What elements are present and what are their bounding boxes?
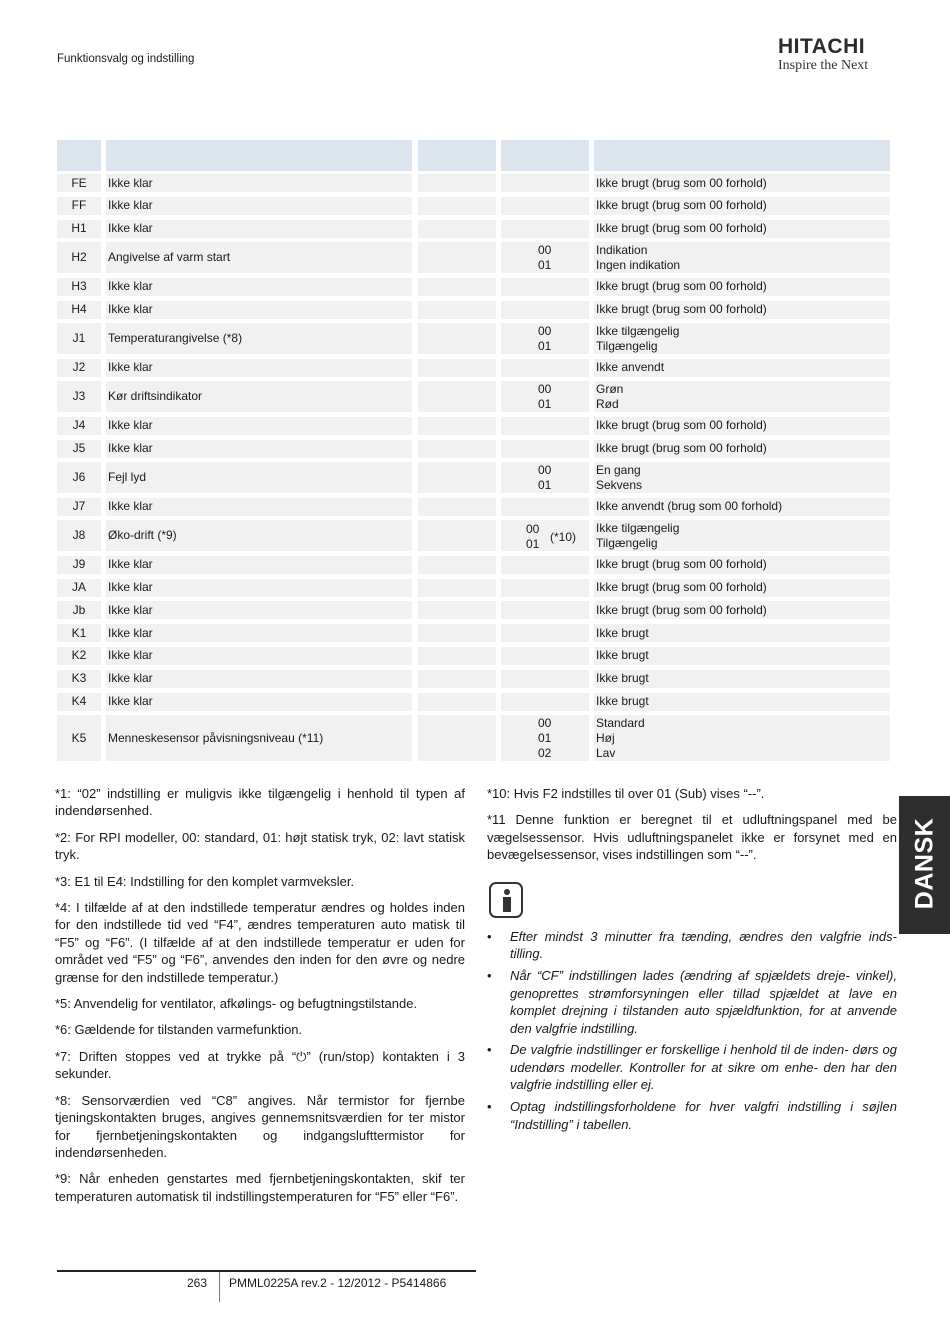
cell-code	[57, 381, 101, 412]
cell-setting	[418, 174, 496, 192]
cell-description	[594, 462, 890, 493]
table-row	[57, 220, 893, 238]
cell-name	[106, 579, 412, 597]
name-text: Menneskesensor påvisningsniveau (*11)	[108, 730, 324, 745]
value-note: (*10)	[550, 530, 577, 545]
table-row	[57, 693, 893, 711]
cell-value	[501, 693, 589, 711]
language-side-tab	[899, 796, 950, 934]
table-row	[57, 359, 893, 377]
description-text: Lav	[596, 745, 616, 760]
list-item: • Når “CF” indstillingen lades (ændring af spjældets dreje- vinkel), genoprettes strømforsyningen eller tillad spjældet at lave en komplet drejning i tilstanden auto spjældfunktion, for at anvende den valgfrie indstilling.	[487, 968, 897, 1036]
cell-description	[594, 278, 890, 296]
description-text: Ikke brugt (brug som 00 forhold)	[596, 557, 767, 572]
cell-setting	[418, 670, 496, 688]
cell-value	[501, 647, 589, 665]
cell-value	[501, 301, 589, 319]
table-row	[57, 601, 893, 619]
description-text: Høj	[596, 730, 615, 745]
cell-value	[501, 174, 589, 192]
footnote: *11 Denne funktion er beregnet til et udluftningspanel med be vægelsessensor. Hvis udluftningspanelet ikke er forsynet med en bevægelsessensor, vises indstillingen som “--”.	[487, 812, 897, 863]
footnote: *7: Driften stoppes ved at trykke på “⏻” (run/stop) kontakten i 3 sekunder.	[55, 1048, 465, 1082]
cell-setting	[418, 715, 496, 761]
code-text: J9	[72, 557, 86, 572]
cell-description	[594, 556, 890, 574]
cell-name	[106, 715, 412, 761]
description-text: Ikke brugt (brug som 00 forhold)	[596, 580, 767, 594]
value-text: 01	[538, 338, 552, 353]
cell-value	[501, 520, 589, 551]
value-text: 00	[538, 462, 552, 477]
code-text: J7	[72, 499, 86, 514]
cell-setting	[418, 462, 496, 493]
cell-value	[501, 601, 589, 619]
footnote: *5: Anvendelig for ventilator, afkølings- og befugtningstilstande.	[55, 996, 418, 1012]
name-text: Ikke klar	[108, 694, 153, 708]
cell-setting	[418, 440, 496, 458]
bullet-text: De valgfrie indstillinger er forskellige i henhold til de inden- dørs og udendørs modeller. Kontroller for at sikre om enhe- den har den valgfrie indstilling eller ej.	[510, 1042, 897, 1093]
document-code: PMML0225A rev.2 - 12/2012 - P5414866	[229, 1276, 447, 1290]
name-text: Ikke klar	[108, 175, 153, 190]
name-text: Ikke klar	[108, 557, 153, 572]
settings-table	[57, 140, 893, 760]
cell-setting	[418, 556, 496, 574]
cell-setting	[418, 197, 496, 215]
cell-setting	[418, 579, 496, 597]
header-cell-description	[594, 140, 890, 171]
cell-setting	[418, 301, 496, 319]
cell-name	[106, 647, 412, 665]
value-text: 01	[538, 396, 552, 411]
cell-setting	[418, 520, 496, 551]
description-text: Ikke brugt	[596, 648, 649, 663]
description-text: Tilgængelig	[596, 338, 658, 353]
code-text: H2	[71, 250, 87, 265]
cell-value	[501, 278, 589, 296]
cell-value	[501, 556, 589, 574]
footnote: *3: E1 til E4: Indstilling for den komplet varmveksler.	[55, 873, 355, 889]
name-text: Temperaturangivelse (*8)	[108, 331, 243, 346]
description-text: Ikke brugt (brug som 00 forhold)	[596, 602, 767, 617]
table-row	[57, 417, 893, 435]
cell-value	[501, 323, 589, 354]
cell-description	[594, 301, 890, 319]
cell-setting	[418, 693, 496, 711]
cell-setting	[418, 381, 496, 412]
cell-description	[594, 440, 890, 458]
description-text: Ingen indikation	[596, 257, 681, 272]
cell-code	[57, 220, 101, 238]
bullet-text: Optag indstillingsforholdene for hver valgfri indstilling i søjlen “Indstilling” i tabellen.	[510, 1099, 897, 1132]
cell-code	[57, 715, 101, 761]
bullet-text: Efter mindst 3 minutter fra tænding, ændres den valgfrie inds- tilling.	[510, 929, 897, 962]
header-cell-code	[57, 140, 101, 171]
cell-description	[594, 197, 890, 215]
name-text: Ikke klar	[108, 602, 153, 617]
cell-value	[501, 197, 589, 215]
name-text: Ikke klar	[108, 360, 153, 375]
cell-value	[501, 440, 589, 458]
cell-description	[594, 174, 890, 192]
cell-description	[594, 381, 890, 412]
cell-name	[106, 323, 412, 354]
cell-value	[501, 715, 589, 761]
footnote: *4: I tilfælde af at den indstillede temperatur ændres og holdes inden for den indstillede tid ved “F4”, ændres temperaturen auto matisk til “F5” og “F6”. (I tilfælde af at den indstillede temperatur er uden for området ved “F5” og “F6”, anvendes den inden for den øvre og nedre grænse for den indstillede temperatur.)	[55, 900, 465, 985]
header-cell-name	[106, 140, 412, 171]
description-text: Tilgængelig	[596, 535, 658, 550]
code-text: FE	[71, 175, 87, 190]
name-text: Ikke klar	[108, 302, 153, 316]
cell-name	[106, 278, 412, 296]
cell-value	[501, 220, 589, 238]
cell-code	[57, 359, 101, 377]
footer-separator	[219, 1272, 220, 1302]
cell-code	[57, 579, 101, 597]
info-bullet-list	[487, 928, 897, 1137]
footnotes-right	[487, 785, 897, 873]
name-text: Ikke klar	[108, 221, 153, 236]
cell-name	[106, 417, 412, 435]
cell-name	[106, 498, 412, 516]
hitachi-logo	[778, 36, 896, 73]
cell-code	[57, 301, 101, 319]
code-text: K5	[71, 730, 87, 745]
cell-setting	[418, 417, 496, 435]
value-text: 01	[538, 257, 552, 272]
cell-name	[106, 520, 412, 551]
table-row	[57, 323, 893, 354]
table-header	[57, 140, 893, 171]
cell-description	[594, 693, 890, 711]
cell-name	[106, 693, 412, 711]
cell-name	[106, 359, 412, 377]
cell-code	[57, 242, 101, 273]
table-row	[57, 381, 893, 412]
cell-name	[106, 242, 412, 273]
cell-name	[106, 301, 412, 319]
cell-value	[501, 498, 589, 516]
cell-description	[594, 647, 890, 665]
description-text: Rød	[596, 396, 619, 411]
description-text: Ikke brugt (brug som 00 forhold)	[596, 198, 767, 213]
language-label: DANSK	[910, 817, 939, 910]
footnote: *6: Gældende for tilstanden varmefunktion.	[55, 1022, 303, 1038]
table-row	[57, 301, 893, 319]
logo-brand: HITACHI	[778, 35, 866, 58]
cell-code	[57, 278, 101, 296]
name-text: Ikke klar	[108, 198, 153, 213]
cell-code	[57, 624, 101, 642]
page-number: 263	[187, 1276, 208, 1290]
cell-name	[106, 197, 412, 215]
cell-setting	[418, 323, 496, 354]
code-text: JA	[71, 580, 86, 594]
description-text: Ikke tilgængelig	[596, 323, 680, 338]
footnote: *2: For RPI modeller, 00: standard, 01: højt statisk tryk, 02: lavt statisk tryk.	[55, 829, 465, 863]
name-text: Øko-drift (*9)	[108, 528, 177, 543]
cell-description	[594, 670, 890, 688]
footnote: *10: Hvis F2 indstilles til over 01 (Sub) vises “--”.	[487, 786, 765, 801]
cell-code	[57, 498, 101, 516]
value-text: 00	[538, 323, 552, 338]
page-header-title: Funktionsvalg og indstilling	[57, 53, 195, 65]
list-item: • Optag indstillingsforholdene for hver valgfri indstilling i søjlen “Indstilling” i tabellen.	[487, 1099, 897, 1132]
cell-code	[57, 440, 101, 458]
list-item: • Efter mindst 3 minutter fra tænding, ændres den valgfrie inds- tilling.	[487, 929, 897, 962]
cell-value	[501, 670, 589, 688]
value-text: 00	[538, 242, 552, 257]
cell-name	[106, 556, 412, 574]
value-text: 02	[538, 745, 552, 760]
code-text: J4	[72, 418, 86, 433]
value-text: 00	[538, 715, 552, 730]
description-text: Ikke anvendt	[596, 360, 665, 375]
header-cell-setting	[418, 140, 496, 171]
table-row	[57, 498, 893, 516]
cell-description	[594, 242, 890, 273]
code-text: H4	[71, 302, 87, 316]
cell-setting	[418, 624, 496, 642]
cell-code	[57, 693, 101, 711]
cell-description	[594, 579, 890, 597]
cell-setting	[418, 647, 496, 665]
cell-value	[501, 462, 589, 493]
name-text: Ikke klar	[108, 648, 153, 663]
name-text: Ikke klar	[108, 580, 153, 594]
code-text: K1	[71, 625, 87, 640]
cell-value	[501, 381, 589, 412]
cell-name	[106, 462, 412, 493]
cell-name	[106, 174, 412, 192]
description-text: Grøn	[596, 381, 624, 396]
code-text: H1	[71, 221, 87, 236]
cell-description	[594, 220, 890, 238]
footnote: *1: “02” indstilling er muligvis ikke tilgængelig i henhold til typen af indendørsenhed.	[55, 786, 465, 819]
code-text: J3	[72, 389, 86, 404]
cell-description	[594, 520, 890, 551]
cell-description	[594, 601, 890, 619]
cell-name	[106, 440, 412, 458]
name-text: Ikke klar	[108, 499, 153, 514]
description-text: Ikke brugt (brug som 00 forhold)	[596, 175, 767, 190]
description-text: Sekvens	[596, 477, 643, 492]
description-text: Ikke tilgængelig	[596, 520, 680, 535]
description-text: Ikke brugt	[596, 625, 649, 640]
cell-code	[57, 647, 101, 665]
cell-code	[57, 601, 101, 619]
cell-code	[57, 670, 101, 688]
cell-code	[57, 323, 101, 354]
cell-value	[501, 242, 589, 273]
cell-value	[501, 359, 589, 377]
code-text: Jb	[72, 602, 86, 617]
cell-code	[57, 197, 101, 215]
name-text: Fejl lyd	[108, 470, 147, 485]
code-text: H3	[71, 279, 87, 294]
code-text: J1	[72, 331, 86, 346]
footer-divider	[57, 1270, 476, 1272]
name-text: Angivelse af varm start	[108, 250, 231, 265]
header-cell-value	[501, 140, 589, 171]
cell-setting	[418, 498, 496, 516]
footnotes-left	[55, 785, 465, 1214]
code-text: J2	[72, 360, 86, 375]
code-text: K4	[71, 694, 87, 708]
cell-description	[594, 715, 890, 761]
value-text: 01	[538, 477, 552, 492]
name-text: Ikke klar	[108, 625, 153, 640]
value-text: 01	[538, 730, 552, 745]
cell-description	[594, 498, 890, 516]
cell-setting	[418, 278, 496, 296]
table-row	[57, 579, 893, 597]
bullet-text: Når “CF” indstillingen lades (ændring af spjældets dreje- vinkel), genoprettes strømforsyningen eller tillad spjældet at lave en komplet drejning i tilstanden auto spjældfunktion, for at anvende den valgfrie indstilling.	[510, 968, 897, 1036]
description-text: Ikke brugt (brug som 00 forhold)	[596, 418, 767, 433]
cell-code	[57, 462, 101, 493]
logo-tagline: Inspire the Next	[778, 58, 869, 73]
value-text: 00	[538, 381, 552, 396]
cell-code	[57, 520, 101, 551]
cell-setting	[418, 242, 496, 273]
description-text: Ikke brugt (brug som 00 forhold)	[596, 302, 767, 316]
code-text: J6	[72, 470, 86, 485]
table-row	[57, 462, 893, 493]
cell-setting	[418, 220, 496, 238]
description-text: Indikation	[596, 242, 648, 257]
description-text: Ikke brugt (brug som 00 forhold)	[596, 279, 767, 294]
name-text: Ikke klar	[108, 671, 153, 686]
table-row	[57, 440, 893, 458]
cell-name	[106, 670, 412, 688]
code-text: FF	[71, 198, 87, 213]
description-text: Ikke brugt	[596, 671, 649, 686]
cell-description	[594, 323, 890, 354]
cell-value	[501, 417, 589, 435]
table-row	[57, 670, 893, 688]
table-row	[57, 520, 893, 551]
description-text: Ikke brugt (brug som 00 forhold)	[596, 441, 767, 455]
cell-description	[594, 359, 890, 377]
code-text: J5	[72, 441, 86, 455]
code-text: K2	[71, 648, 87, 663]
cell-code	[57, 556, 101, 574]
table-row	[57, 197, 893, 215]
description-text: Ikke brugt	[596, 694, 649, 708]
name-text: Kør driftsindikator	[108, 389, 203, 404]
table-row	[57, 647, 893, 665]
description-text: Ikke anvendt (brug som 00 forhold)	[596, 499, 783, 514]
table-row	[57, 624, 893, 642]
table-row	[57, 174, 893, 192]
table-row	[57, 242, 893, 273]
cell-code	[57, 417, 101, 435]
footnote: *8: Sensorværdien ved “C8” angives. Når termistor for fjernbe tjeningskontakten bruges, angives gennemsnitsværdien for ter mistor for fjernbetjeningskontakten og indgangslufttermistor for indendørsenheden.	[55, 1092, 465, 1160]
table-row	[57, 278, 893, 296]
footnote: *9: Når enheden genstartes med fjernbetjeningskontakten, skif ter temperaturen automatisk til indstillingstemperaturen for “F5” eller “F6”.	[55, 1171, 465, 1204]
name-text: Ikke klar	[108, 418, 153, 433]
cell-description	[594, 417, 890, 435]
cell-value	[501, 624, 589, 642]
list-item: • De valgfrie indstillinger er forskellige i henhold til de inden- dørs og udendørs modeller. Kontroller for at sikre om enhe- den har den valgfrie indstilling eller ej.	[487, 1042, 897, 1093]
cell-name	[106, 624, 412, 642]
table-row	[57, 556, 893, 574]
description-text: Ikke brugt (brug som 00 forhold)	[596, 221, 767, 236]
cell-setting	[418, 359, 496, 377]
cell-value	[501, 579, 589, 597]
info-icon	[489, 882, 523, 918]
name-text: Ikke klar	[108, 441, 153, 455]
cell-description	[594, 624, 890, 642]
value-text: 00	[526, 522, 540, 537]
code-text: K3	[71, 671, 87, 686]
cell-name	[106, 601, 412, 619]
cell-code	[57, 174, 101, 192]
code-text: J8	[72, 528, 86, 543]
description-text: En gang	[596, 462, 641, 477]
description-text: Standard	[596, 715, 645, 730]
cell-name	[106, 381, 412, 412]
table-row	[57, 715, 893, 761]
name-text: Ikke klar	[108, 279, 153, 294]
cell-name	[106, 220, 412, 238]
value-text: 01	[526, 537, 540, 552]
cell-setting	[418, 601, 496, 619]
